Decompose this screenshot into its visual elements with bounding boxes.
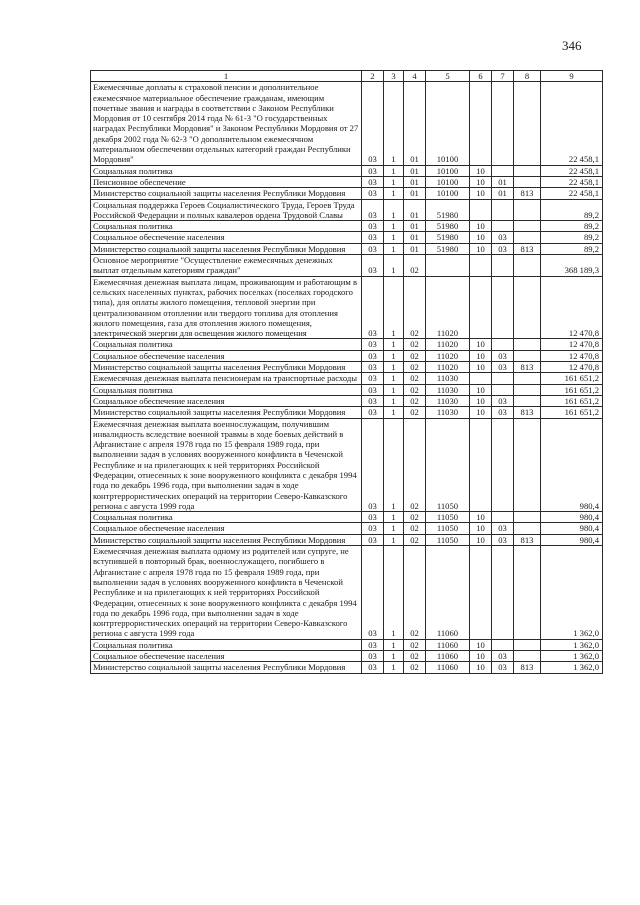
- code-cell: 51980: [426, 199, 470, 221]
- amount-cell: 22 458,1: [541, 176, 603, 187]
- row-name-cell: Социальная политика: [91, 384, 362, 395]
- code-cell: [514, 255, 541, 277]
- code-cell: 1: [384, 232, 404, 243]
- code-cell: 11060: [426, 546, 470, 640]
- table-row: [91, 276, 603, 339]
- code-cell: 03: [362, 339, 384, 350]
- table-row: [91, 362, 603, 373]
- code-cell: 1: [384, 221, 404, 232]
- code-cell: [470, 373, 492, 384]
- code-cell: 03: [362, 276, 384, 339]
- code-cell: 10: [470, 651, 492, 662]
- code-cell: 02: [404, 662, 426, 673]
- row-name-cell: Социальное обеспечение населения: [91, 350, 362, 361]
- code-cell: 1: [384, 373, 404, 384]
- column-header: 6: [470, 71, 492, 82]
- row-name-cell: Министерство социальной защиты населения Республики Мордовия: [91, 534, 362, 545]
- row-name-cell: Социальное обеспечение населения: [91, 395, 362, 406]
- code-cell: 03: [492, 243, 514, 254]
- code-cell: 10: [470, 221, 492, 232]
- code-cell: [492, 199, 514, 221]
- code-cell: [492, 639, 514, 650]
- code-cell: 02: [404, 339, 426, 350]
- code-cell: 01: [404, 232, 426, 243]
- amount-cell: 980,4: [541, 534, 603, 545]
- code-cell: 11030: [426, 407, 470, 418]
- code-cell: 01: [404, 176, 426, 187]
- code-cell: 03: [362, 350, 384, 361]
- code-cell: 02: [404, 546, 426, 640]
- code-cell: 11020: [426, 276, 470, 339]
- code-cell: 11050: [426, 418, 470, 512]
- code-cell: 11050: [426, 534, 470, 545]
- code-cell: 03: [362, 255, 384, 277]
- table-row: [91, 512, 603, 523]
- amount-cell: 22 458,1: [541, 165, 603, 176]
- row-name-cell: Ежемесячные доплаты к страховой пенсии и дополнительное ежемесячное материальное обеспечение гражданам, имеющим почетные звания и награды в соответствии с Законом Республики Мордовия от 10 сентября 2014 года № 61-З "О государственных наградах Республики Мордовия" и Законом Республики Мордовия от 27 декабря 2002 года № 62-З "О дополнительном ежемесячном материальном обеспечении отдельных категорий граждан Республики Мордовия": [91, 82, 362, 165]
- code-cell: [426, 255, 470, 277]
- code-cell: [492, 276, 514, 339]
- code-cell: 02: [404, 418, 426, 512]
- code-cell: 03: [362, 534, 384, 545]
- code-cell: 02: [404, 362, 426, 373]
- code-cell: 51980: [426, 221, 470, 232]
- code-cell: 01: [404, 82, 426, 165]
- code-cell: 03: [362, 82, 384, 165]
- column-header: 8: [514, 71, 541, 82]
- code-cell: 02: [404, 384, 426, 395]
- code-cell: 1: [384, 82, 404, 165]
- table-row: [91, 395, 603, 406]
- code-cell: 11050: [426, 523, 470, 534]
- code-cell: 10: [470, 384, 492, 395]
- code-cell: [514, 339, 541, 350]
- code-cell: 01: [404, 165, 426, 176]
- code-cell: 03: [362, 232, 384, 243]
- budget-table: [90, 70, 603, 674]
- code-cell: 10: [470, 232, 492, 243]
- amount-cell: 1 362,0: [541, 662, 603, 673]
- code-cell: [514, 651, 541, 662]
- code-cell: 03: [492, 232, 514, 243]
- amount-cell: 368 189,3: [541, 255, 603, 277]
- code-cell: [514, 232, 541, 243]
- code-cell: 01: [404, 188, 426, 199]
- code-cell: [514, 165, 541, 176]
- code-cell: 10: [470, 407, 492, 418]
- amount-cell: 12 470,8: [541, 276, 603, 339]
- code-cell: 03: [362, 176, 384, 187]
- amount-cell: 1 362,0: [541, 546, 603, 640]
- code-cell: 10: [470, 339, 492, 350]
- code-cell: 1: [384, 395, 404, 406]
- table-row: [91, 384, 603, 395]
- amount-cell: 12 470,8: [541, 339, 603, 350]
- row-name-cell: Пенсионное обеспечение: [91, 176, 362, 187]
- code-cell: 51980: [426, 232, 470, 243]
- table-row: [91, 165, 603, 176]
- code-cell: [514, 350, 541, 361]
- code-cell: 10: [470, 176, 492, 187]
- code-cell: [492, 418, 514, 512]
- code-cell: 1: [384, 165, 404, 176]
- column-header: 9: [541, 71, 603, 82]
- code-cell: [514, 373, 541, 384]
- code-cell: 11050: [426, 512, 470, 523]
- code-cell: 03: [362, 407, 384, 418]
- row-name-cell: Министерство социальной защиты населения Республики Мордовия: [91, 662, 362, 673]
- code-cell: [492, 512, 514, 523]
- code-cell: 10: [470, 523, 492, 534]
- code-cell: 02: [404, 639, 426, 650]
- code-cell: [514, 276, 541, 339]
- code-cell: 03: [362, 165, 384, 176]
- row-name-cell: Социальное обеспечение населения: [91, 523, 362, 534]
- code-cell: 11060: [426, 639, 470, 650]
- table-row: [91, 339, 603, 350]
- code-cell: 11030: [426, 384, 470, 395]
- code-cell: [470, 199, 492, 221]
- code-cell: 1: [384, 243, 404, 254]
- table-header-row: [91, 71, 603, 82]
- code-cell: 11020: [426, 339, 470, 350]
- code-cell: 813: [514, 407, 541, 418]
- code-cell: [492, 255, 514, 277]
- code-cell: 1: [384, 199, 404, 221]
- code-cell: 10: [470, 639, 492, 650]
- row-name-cell: Социальная политика: [91, 639, 362, 650]
- row-name-cell: Ежемесячная денежная выплата пенсионерам на транспортные расходы: [91, 373, 362, 384]
- code-cell: 1: [384, 662, 404, 673]
- table-row: [91, 373, 603, 384]
- code-cell: [492, 165, 514, 176]
- code-cell: 10: [470, 350, 492, 361]
- table-row: [91, 176, 603, 187]
- code-cell: 03: [362, 395, 384, 406]
- code-cell: 02: [404, 523, 426, 534]
- table-row: [91, 523, 603, 534]
- code-cell: 03: [492, 395, 514, 406]
- code-cell: [514, 221, 541, 232]
- code-cell: 03: [492, 662, 514, 673]
- amount-cell: 22 458,1: [541, 188, 603, 199]
- code-cell: 1: [384, 546, 404, 640]
- amount-cell: 161 651,2: [541, 384, 603, 395]
- code-cell: 03: [362, 188, 384, 199]
- table-row: [91, 82, 603, 165]
- code-cell: 03: [362, 639, 384, 650]
- code-cell: 03: [492, 534, 514, 545]
- code-cell: [514, 523, 541, 534]
- code-cell: [514, 199, 541, 221]
- row-name-cell: Социальное обеспечение населения: [91, 232, 362, 243]
- code-cell: 02: [404, 395, 426, 406]
- code-cell: 02: [404, 350, 426, 361]
- code-cell: [492, 546, 514, 640]
- code-cell: 02: [404, 512, 426, 523]
- code-cell: [514, 546, 541, 640]
- table-row: [91, 221, 603, 232]
- code-cell: 1: [384, 176, 404, 187]
- table-row: [91, 546, 603, 640]
- table-row: [91, 651, 603, 662]
- table-row: [91, 232, 603, 243]
- amount-cell: 161 651,2: [541, 407, 603, 418]
- code-cell: 10: [470, 188, 492, 199]
- code-cell: 1: [384, 418, 404, 512]
- column-header: 7: [492, 71, 514, 82]
- code-cell: [470, 276, 492, 339]
- code-cell: 11060: [426, 662, 470, 673]
- code-cell: 03: [362, 384, 384, 395]
- code-cell: [492, 221, 514, 232]
- code-cell: 11060: [426, 651, 470, 662]
- code-cell: 02: [404, 255, 426, 277]
- code-cell: [492, 384, 514, 395]
- code-cell: 03: [492, 407, 514, 418]
- code-cell: [514, 512, 541, 523]
- code-cell: 813: [514, 362, 541, 373]
- amount-cell: 89,2: [541, 199, 603, 221]
- amount-cell: 980,4: [541, 512, 603, 523]
- page-number: 346: [562, 38, 582, 53]
- code-cell: 10: [470, 534, 492, 545]
- row-name-cell: Социальная политика: [91, 339, 362, 350]
- code-cell: [470, 255, 492, 277]
- row-name-cell: Социальная политика: [91, 512, 362, 523]
- amount-cell: 12 470,8: [541, 362, 603, 373]
- code-cell: 813: [514, 188, 541, 199]
- code-cell: 02: [404, 407, 426, 418]
- table-row: [91, 407, 603, 418]
- code-cell: 11020: [426, 350, 470, 361]
- row-name-cell: Социальное обеспечение населения: [91, 651, 362, 662]
- column-header: 5: [426, 71, 470, 82]
- code-cell: 1: [384, 350, 404, 361]
- table-row: [91, 255, 603, 277]
- amount-cell: 22 458,1: [541, 82, 603, 165]
- code-cell: 11030: [426, 395, 470, 406]
- amount-cell: 161 651,2: [541, 395, 603, 406]
- code-cell: 02: [404, 373, 426, 384]
- code-cell: 813: [514, 534, 541, 545]
- amount-cell: 1 362,0: [541, 651, 603, 662]
- code-cell: [514, 384, 541, 395]
- code-cell: 03: [362, 651, 384, 662]
- code-cell: 03: [362, 243, 384, 254]
- amount-cell: 89,2: [541, 221, 603, 232]
- code-cell: 1: [384, 639, 404, 650]
- code-cell: [470, 82, 492, 165]
- code-cell: 1: [384, 651, 404, 662]
- row-name-cell: Министерство социальной защиты населения Республики Мордовия: [91, 362, 362, 373]
- code-cell: 01: [492, 176, 514, 187]
- code-cell: 813: [514, 243, 541, 254]
- amount-cell: 89,2: [541, 232, 603, 243]
- code-cell: 03: [362, 662, 384, 673]
- code-cell: [514, 176, 541, 187]
- table-row: [91, 418, 603, 512]
- code-cell: 1: [384, 523, 404, 534]
- code-cell: 10100: [426, 82, 470, 165]
- code-cell: [492, 373, 514, 384]
- code-cell: 03: [492, 362, 514, 373]
- code-cell: 01: [404, 243, 426, 254]
- code-cell: 03: [362, 523, 384, 534]
- code-cell: [514, 82, 541, 165]
- code-cell: 03: [362, 221, 384, 232]
- code-cell: 1: [384, 362, 404, 373]
- code-cell: 10: [470, 395, 492, 406]
- code-cell: 01: [404, 221, 426, 232]
- code-cell: 10100: [426, 176, 470, 187]
- code-cell: [492, 82, 514, 165]
- code-cell: [514, 639, 541, 650]
- code-cell: 1: [384, 188, 404, 199]
- row-name-cell: Ежемесячная денежная выплата одному из родителей или супруге, не вступившей в повторный брак, военнослужащего, погибшего в Афганистане с апреля 1978 года по 15 февраля 1989 года, при выполнении задач в условиях вооруженного конфликта в Чеченской Республике и на прилегающих к ней территориях Российской Федерации, отнесенных к зоне вооруженного конфликта с декабря 1994 года по декабрь 1996 года, при выполнении задач в ходе контртеррористических операций на территории Северо-Кавказского региона с августа 1999 года: [91, 546, 362, 640]
- code-cell: 1: [384, 407, 404, 418]
- code-cell: [470, 546, 492, 640]
- code-cell: 1: [384, 384, 404, 395]
- column-header: 3: [384, 71, 404, 82]
- table-row: [91, 188, 603, 199]
- code-cell: 11030: [426, 373, 470, 384]
- code-cell: 1: [384, 534, 404, 545]
- code-cell: [514, 418, 541, 512]
- code-cell: [470, 418, 492, 512]
- code-cell: 03: [362, 362, 384, 373]
- code-cell: 03: [362, 373, 384, 384]
- amount-cell: 161 651,2: [541, 373, 603, 384]
- code-cell: 10: [470, 165, 492, 176]
- code-cell: 10: [470, 362, 492, 373]
- code-cell: 01: [404, 199, 426, 221]
- code-cell: 10: [470, 243, 492, 254]
- row-name-cell: Министерство социальной защиты населения Республики Мордовия: [91, 188, 362, 199]
- code-cell: 02: [404, 651, 426, 662]
- code-cell: 03: [492, 523, 514, 534]
- code-cell: 11020: [426, 362, 470, 373]
- code-cell: 10100: [426, 188, 470, 199]
- column-header: 2: [362, 71, 384, 82]
- code-cell: 03: [362, 418, 384, 512]
- amount-cell: 980,4: [541, 523, 603, 534]
- row-name-cell: Министерство социальной защиты населения Республики Мордовия: [91, 243, 362, 254]
- table-row: [91, 199, 603, 221]
- amount-cell: 12 470,8: [541, 350, 603, 361]
- table-row: [91, 662, 603, 673]
- row-name-cell: Основное мероприятие "Осуществление ежемесячных денежных выплат отдельным категориям граждан": [91, 255, 362, 277]
- code-cell: 03: [362, 199, 384, 221]
- code-cell: 03: [492, 651, 514, 662]
- row-name-cell: Социальная поддержка Героев Социалистического Труда, Героев Труда Российской Федерации и полных кавалеров ордена Трудовой Славы: [91, 199, 362, 221]
- code-cell: 02: [404, 276, 426, 339]
- table-row: [91, 639, 603, 650]
- table-row: [91, 243, 603, 254]
- row-name-cell: Социальная политика: [91, 221, 362, 232]
- code-cell: 03: [492, 350, 514, 361]
- row-name-cell: Министерство социальной защиты населения Республики Мордовия: [91, 407, 362, 418]
- amount-cell: 1 362,0: [541, 639, 603, 650]
- code-cell: 1: [384, 255, 404, 277]
- code-cell: 10100: [426, 165, 470, 176]
- code-cell: 01: [492, 188, 514, 199]
- code-cell: 1: [384, 512, 404, 523]
- row-name-cell: Ежемесячная денежная выплата лицам, проживающим и работающим в сельских населенных пунктах, рабочих поселках (поселках городского типа), для оплаты жилого помещения, тепловой энергии при централизованном отоплении или твердого топлива для отопления жилого помещения, газа для отопления жилого помещения, электрической энергии для освещения жилого помещения: [91, 276, 362, 339]
- code-cell: 10: [470, 662, 492, 673]
- code-cell: 1: [384, 276, 404, 339]
- code-cell: 813: [514, 662, 541, 673]
- column-header: 4: [404, 71, 426, 82]
- table-row: [91, 350, 603, 361]
- code-cell: 51980: [426, 243, 470, 254]
- row-name-cell: Ежемесячная денежная выплата военнослужащим, получившим инвалидность вследствие военной травмы в ходе боевых действий в Афганистане с апреля 1978 года по 15 февраля 1989 года, при выполнении задач в условиях вооруженного конфликта в Чеченской Республике и на прилегающих к ней территориях Российской Федерации, отнесенных к зоне вооруженного конфликта с декабря 1994 года по декабрь 1996 года, при выполнении задач в ходе контртеррористических операций на территории Северо-Кавказского региона с августа 1999 года: [91, 418, 362, 512]
- column-header: 1: [91, 71, 362, 82]
- code-cell: 03: [362, 546, 384, 640]
- amount-cell: 980,4: [541, 418, 603, 512]
- code-cell: 03: [362, 512, 384, 523]
- code-cell: 02: [404, 534, 426, 545]
- code-cell: [514, 395, 541, 406]
- table-row: [91, 534, 603, 545]
- row-name-cell: Социальная политика: [91, 165, 362, 176]
- code-cell: 10: [470, 512, 492, 523]
- code-cell: [492, 339, 514, 350]
- amount-cell: 89,2: [541, 243, 603, 254]
- code-cell: 1: [384, 339, 404, 350]
